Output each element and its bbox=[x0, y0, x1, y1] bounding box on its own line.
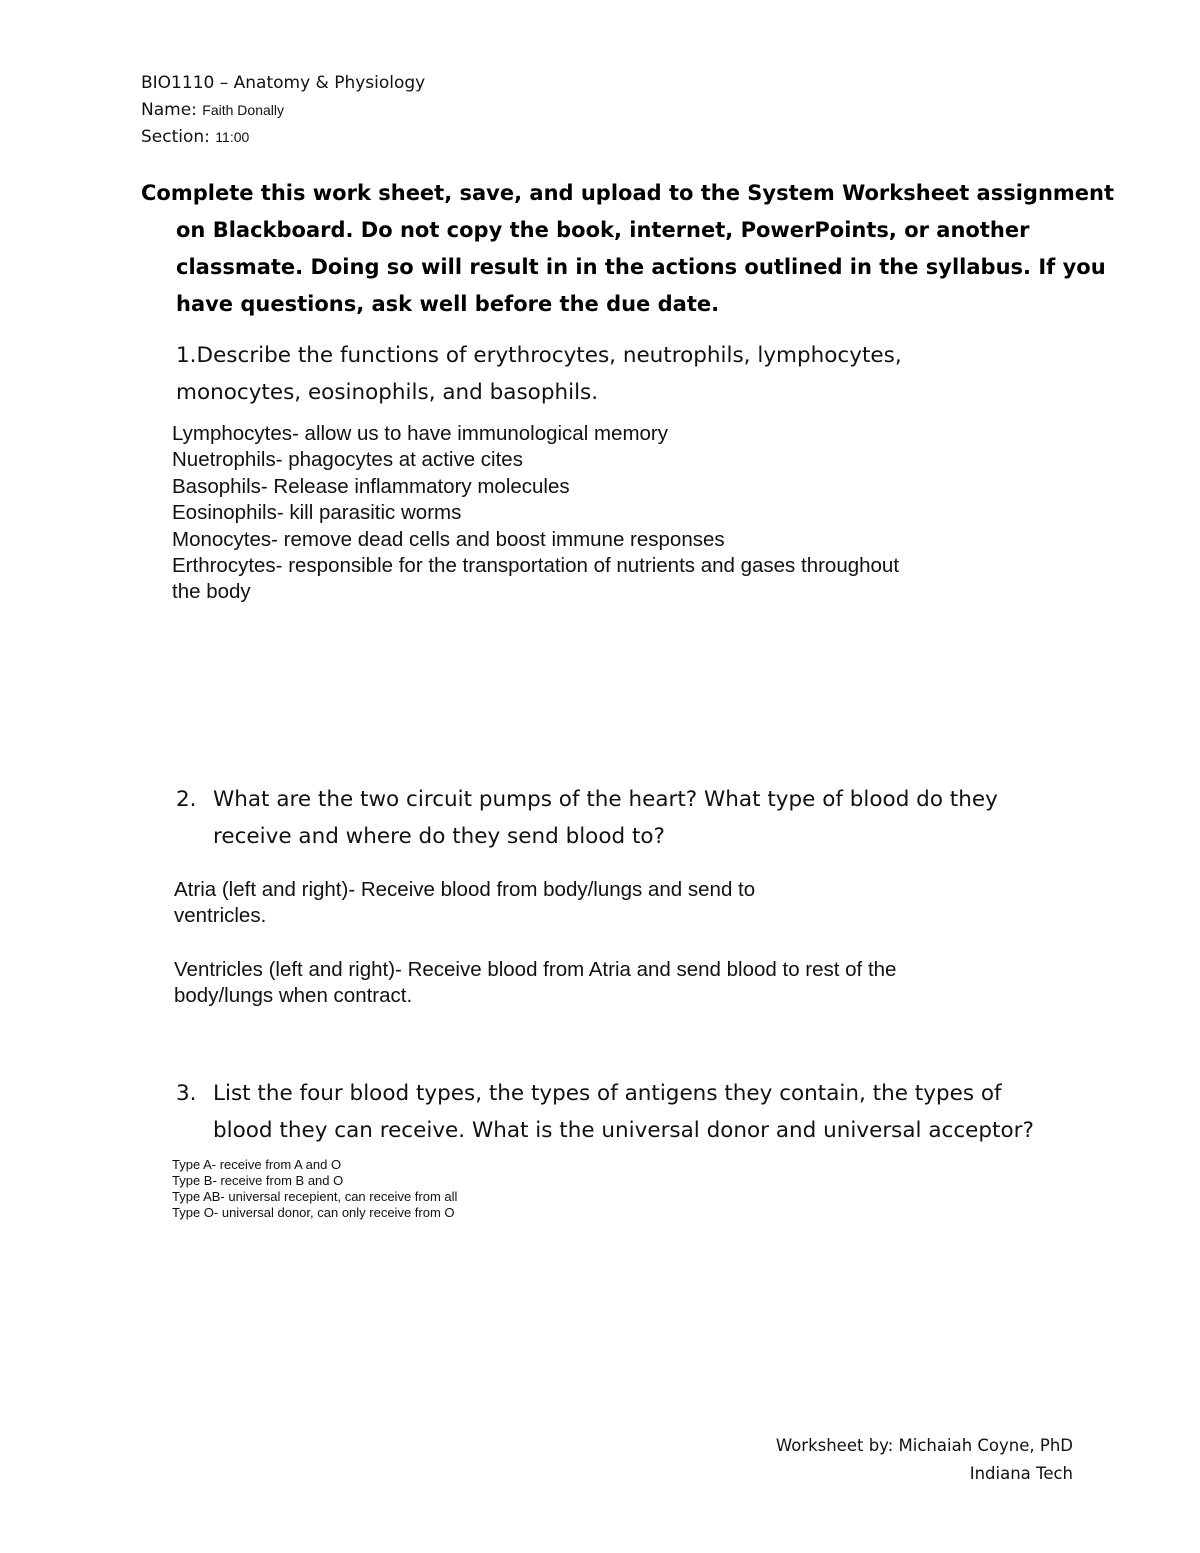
name-label: Name: bbox=[141, 100, 197, 120]
instructions-line-4: have questions, ask well before the due date. bbox=[176, 292, 720, 316]
question-3-line-2: blood they can receive. What is the universal donor and universal acceptor? bbox=[213, 1118, 1034, 1143]
answer-line: Erthrocytes- responsible for the transportation of nutrients and gases throughout bbox=[172, 554, 900, 578]
answer-line: Type B- receive from B and O bbox=[172, 1173, 344, 1188]
section-label: Section: bbox=[141, 127, 210, 147]
answer-3 bbox=[172, 1157, 457, 1221]
instructions-line-1: Complete this work sheet, save, and upload to the System Worksheet assignment bbox=[141, 181, 1115, 205]
question-1 bbox=[176, 337, 902, 374]
answer-line: Type O- universal donor, can only receive from O bbox=[172, 1205, 455, 1220]
instructions-line-2: on Blackboard. Do not copy the book, internet, PowerPoints, or another bbox=[176, 218, 1030, 242]
answer-line: the body bbox=[172, 580, 251, 604]
answer-2-atria bbox=[174, 877, 755, 930]
question-number: 1. bbox=[176, 343, 197, 368]
answer-line: Type AB- universal recepient, can receive from all bbox=[172, 1189, 458, 1204]
name-value: Faith Donally bbox=[202, 102, 284, 118]
question-2-line-1: What are the two circuit pumps of the heart? What type of blood do they bbox=[213, 787, 998, 812]
answer-line: Monocytes- remove dead cells and boost immune responses bbox=[172, 527, 725, 551]
instructions-line-3: classmate. Doing so will result in in the actions outlined in the syllabus. If you bbox=[176, 255, 1106, 279]
course-title: BIO1110 – Anatomy & Physiology bbox=[141, 73, 426, 93]
answer-line: Ventricles (left and right)- Receive blood from Atria and send blood to rest of the bbox=[174, 958, 897, 981]
footer bbox=[776, 1432, 1073, 1488]
answer-2-ventricles bbox=[174, 957, 896, 1010]
answer-line: ventricles. bbox=[174, 904, 267, 928]
question-3-line-1: List the four blood types, the types of antigens they contain, the types of bbox=[213, 1081, 1002, 1106]
question-3-number: 3. bbox=[176, 1081, 197, 1106]
answer-line: Nuetrophils- phagocytes at active cites bbox=[172, 448, 523, 472]
answer-line: body/lungs when contract. bbox=[174, 984, 413, 1008]
answer-1 bbox=[172, 421, 899, 606]
question-2-number: 2. bbox=[176, 787, 197, 812]
question-1-line-2: monocytes, eosinophils, and basophils. bbox=[176, 380, 599, 405]
section-row bbox=[141, 127, 249, 147]
name-row bbox=[141, 100, 284, 120]
section-value: 11:00 bbox=[215, 129, 250, 145]
question-text: Describe the functions of erythrocytes, neutrophils, lymphocytes, bbox=[196, 343, 902, 368]
answer-line: Lymphocytes- allow us to have immunological memory bbox=[172, 422, 668, 445]
question-2-line-2: receive and where do they send blood to? bbox=[213, 824, 665, 849]
answer-line: Type A- receive from A and O bbox=[172, 1157, 342, 1172]
footer-institution: Indiana Tech bbox=[969, 1464, 1073, 1483]
answer-line: Atria (left and right)- Receive blood from body/lungs and send to bbox=[174, 878, 756, 901]
answer-line: Basophils- Release inflammatory molecules bbox=[172, 474, 570, 498]
answer-line: Eosinophils- kill parasitic worms bbox=[172, 501, 462, 525]
footer-author: Worksheet by: Michaiah Coyne, PhD bbox=[775, 1436, 1073, 1455]
